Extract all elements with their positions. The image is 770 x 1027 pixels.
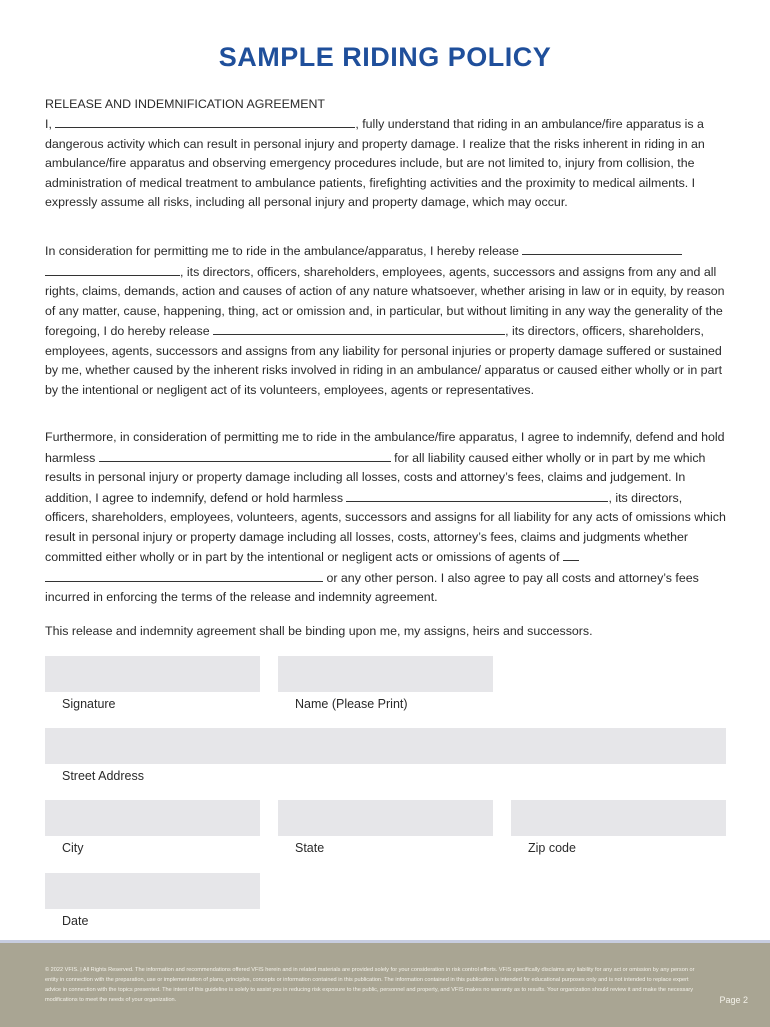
name-label: Name (Please Print) (295, 697, 408, 711)
name-field[interactable] (278, 656, 493, 692)
paragraph-text: , its directors, officers, shareholders, employees, agents, successors and assigns from any liability for personal injuries or property damage suffered or sustained by me, whether caused by the inherent risks involved in riding in an ambulance/ apparatus or caused either wholly or in part by the intentional or negligent act of its volunteers, employees, agents or representatives. (45, 324, 723, 397)
page-title: SAMPLE RIDING POLICY (218, 42, 552, 72)
paragraph-binding: This release and indemnity agreement shall be binding upon me, my assigns, heirs and successors. (45, 624, 593, 638)
paragraph-text: or any other person. I also agree to pay all costs and attorney’s fees incurred in enforcing the terms of the release and indemnity agreement. (45, 570, 699, 604)
signature-field[interactable] (45, 656, 260, 692)
street-address-field[interactable] (45, 728, 726, 764)
street-address-label: Street Address (62, 769, 144, 783)
organization-blank[interactable] (346, 488, 608, 502)
paragraph-indemnify (45, 428, 727, 608)
page-number: Page 2 (719, 995, 748, 1005)
signature-label: Signature (62, 697, 116, 711)
paragraph-text: Furthermore, in consideration of permitting me to ride in the ambulance/fire apparatus, I agree to indemnify, defend and hold harmless (45, 430, 725, 465)
city-label: City (62, 841, 84, 855)
footer-disclaimer: © 2022 VFIS. | All Rights Reserved. The information and recommendations offered VFIS herein and in related materials are provided solely for your consideration in risk control efforts. VFIS specifically disclaims any liability for any act or omission by any person or entity in connection with the preparation, use or implementation of plans, principles, concepts or information contained in this publication. The information contained in this publication is intended for educational purposes only and is not intended to replace expert advice in connection with the topics presented. The intent of this guideline is solely to assist you in reducing risk exposure to the public, personnel and property, and VFIS makes no warranty as to results. Your organization should review it and make the necessary modifications to meet the needs of your organization. (45, 967, 695, 1003)
organization-blank-continued[interactable] (45, 262, 180, 276)
page-footer (0, 940, 770, 1027)
zip-code-field[interactable] (511, 800, 726, 836)
city-field[interactable] (45, 800, 260, 836)
zip-code-label: Zip code (528, 841, 576, 855)
organization-blank-continued[interactable] (45, 568, 323, 582)
paragraph-assumption-of-risk (45, 114, 727, 213)
state-field[interactable] (278, 800, 493, 836)
paragraph-release (45, 241, 727, 400)
organization-blank[interactable] (99, 448, 391, 462)
paragraph-text: , its directors, officers, shareholders, employees, agents, successors and assigns from any and all rights, claims, demands, action and causes of action of any nature whatsoever, whether arising in law or in equity, by reason of any matter, cause, happening, thing, act or omission and, in particular, but without limiting in any way the generality of the foregoing, I do hereby release (45, 264, 725, 338)
paragraph-lead: I, (45, 117, 52, 131)
paragraph-text: , its directors, officers, shareholders, employees, volunteers, agents, successors and assigns for all liability for any acts of omissions which result in personal injury or property damage including all losses, costs, attorney’s fees, claims and judgments whether committed either wholly or in part by the intentional or negligent acts or omissions of agents of (45, 490, 726, 564)
state-label: State (295, 841, 325, 855)
organization-blank[interactable] (563, 547, 579, 561)
paragraph-text: , fully understand that riding in an ambulance/fire apparatus is a dangerous activity which can result in personal injury and property damage. I realize that the risks inherent in riding in an ambulance/fire apparatus and observing emergency procedures include, but are not limited to, injury from collision, the administration of medical treatment to ambulance patients, firefighting activities and the proximity to medical ailments. I expressly assume all risks, including all personal injury and property damage, which may occur. (45, 117, 705, 209)
organization-blank[interactable] (522, 241, 682, 255)
paragraph-text: for all liability caused either wholly or in part by me which results in personal injury or property damage including all losses, costs and attorney’s fees, claims and judgement. In addition, I agree to indemnify, defend or hold harmless (45, 450, 706, 505)
paragraph-text: In consideration for permitting me to ride in the ambulance/apparatus, I hereby release (45, 244, 519, 258)
organization-blank[interactable] (213, 321, 505, 335)
participant-name-blank[interactable] (55, 114, 355, 128)
agreement-heading: RELEASE AND INDEMNIFICATION AGREEMENT (45, 97, 325, 111)
date-label: Date (62, 914, 89, 928)
date-field[interactable] (45, 873, 260, 909)
